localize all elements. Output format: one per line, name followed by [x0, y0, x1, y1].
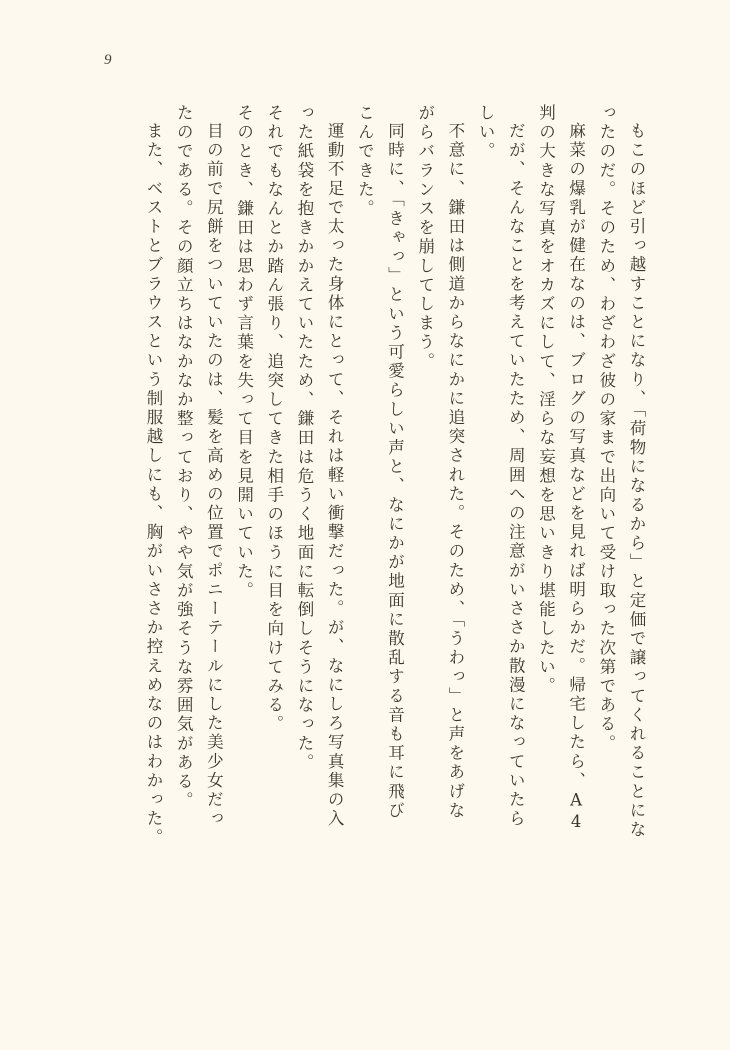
- text-line: がらバランスを崩してしまう。: [415, 104, 435, 372]
- text-line: 同時に、「きゃっ」という可愛らしい声と、なにかが地面に散乱する音も耳に飛び: [385, 122, 405, 821]
- text-line: 目の前で尻餅をついていたのは、髪を高めの位置でポニーテールにした美少女だっ: [204, 122, 224, 829]
- text-line: 麻菜の爆乳が健在なのは、ブログの写真などを見れば明らかだ。帰宅したら、A4: [566, 122, 586, 834]
- text-line: だが、そんなことを考えていたため、周囲への注意がいささか散漫になっていたら: [506, 122, 526, 829]
- text-line: しい。: [476, 104, 496, 162]
- text-line: それでもなんとか踏ん張り、追突してきた相手のほうに目を向けてみる。: [264, 104, 284, 735]
- text-line: また、ベストとブラウスという制服越しにも、胸がいささか控えめなのはわかった。: [144, 122, 163, 848]
- text-line: った紙袋を抱きかかえていたため、鎌田は危うく地面に転倒しそうになった。: [294, 104, 314, 773]
- text-line: ったのだ。そのため、わざわざ彼の家まで出向いて受け取った次第である。: [596, 104, 616, 754]
- text-line: もこのほど引っ越すことになり、「荷物になるから」と定価で譲ってくれることにな: [627, 122, 646, 840]
- text-line: 判の大きな写真をオカズにして、淫らな妄想を思いきり堪能したい。: [536, 104, 556, 697]
- text-line: そのとき、鎌田は思わず言葉を失って目を見開いていた。: [234, 104, 254, 601]
- text-line: 運動不足で太った身体にとって、それは軽い衝撃だった。が、なにしろ写真集の入: [325, 122, 345, 829]
- text-line: たのである。その顔立ちはなかなか整っており、やや気が強そうな雰囲気がある。: [174, 104, 194, 811]
- text-line: こんできた。: [355, 104, 375, 219]
- page-number: 9: [104, 52, 112, 68]
- vertical-text-body: [78, 104, 644, 984]
- text-line: 不意に、鎌田は側道からなにかに追突された。そのため、「うわっ」と声をあげな: [445, 122, 465, 821]
